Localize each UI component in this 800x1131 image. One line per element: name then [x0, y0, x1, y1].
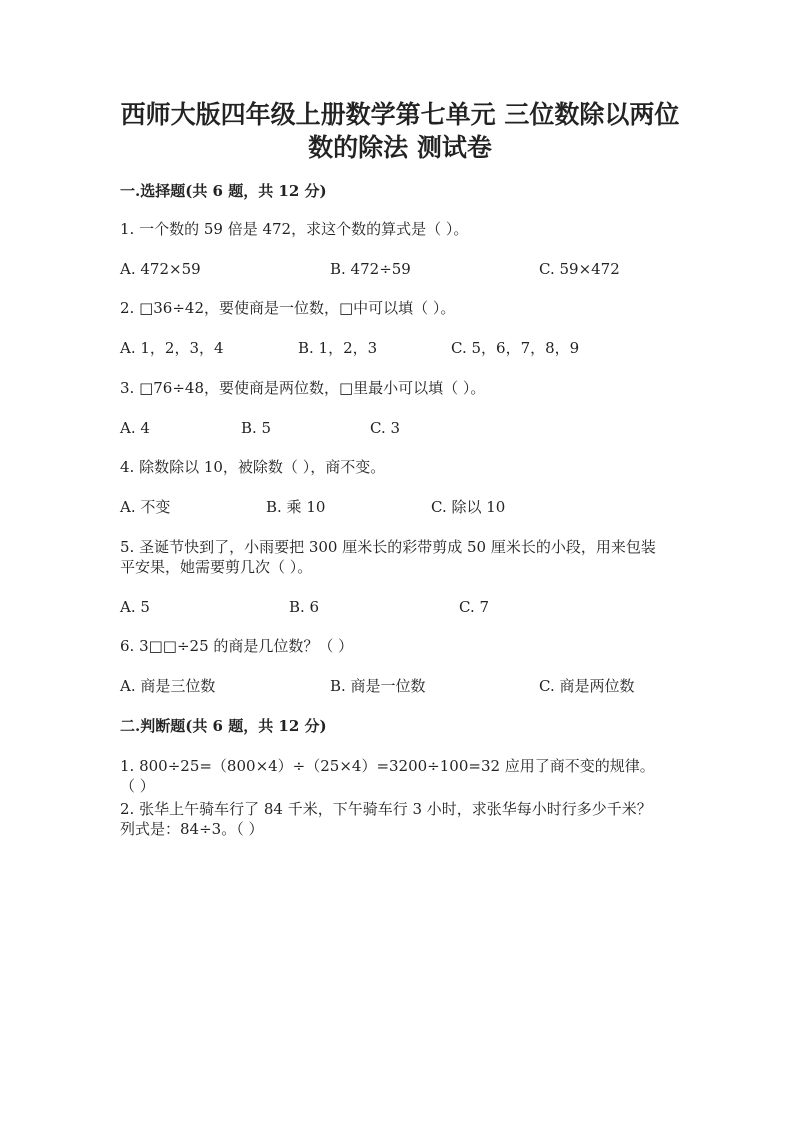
question-5-option-b: B. 6	[289, 598, 320, 616]
question-5-option-a: A. 5	[120, 598, 150, 616]
page-title-line-1: 西师大版四年级上册数学第七单元 三位数除以两位	[120, 100, 680, 129]
question-6-option-a: A. 商是三位数	[120, 677, 216, 695]
question-2-option-b: B. 1，2，3	[298, 339, 378, 357]
question-6-text: 6. 3□□÷25 的商是几位数？（ ）	[120, 637, 354, 655]
question-6-option-c: C. 商是两位数	[539, 677, 635, 695]
question-3-option-c: C. 3	[370, 419, 401, 437]
page-title-line-2: 数的除法 测试卷	[308, 133, 492, 162]
question-2-text: 2. □36÷42，要使商是一位数，□中可以填（ ）。	[120, 299, 456, 317]
tf-question-1-line-2: （ ）	[120, 777, 155, 795]
section-heading-true-false: 二.判断题(共 6 题，共 12 分)	[120, 717, 327, 735]
question-4-option-a: A. 不变	[120, 498, 171, 516]
question-1-option-a: A. 472×59	[120, 260, 201, 278]
question-2-option-c: C. 5，6，7，8，9	[451, 339, 580, 357]
tf-question-1-line-1: 1. 800÷25=（800×4）÷（25×4）=3200÷100=32 应用了商不变的规律。	[120, 757, 655, 775]
question-1-option-b: B. 472÷59	[330, 260, 411, 278]
question-6-option-b: B. 商是一位数	[330, 677, 426, 695]
question-1-option-c: C. 59×472	[539, 260, 620, 278]
question-3-option-b: B. 5	[241, 419, 272, 437]
question-5-text-line-2: 平安果，她需要剪几次（ ）。	[120, 558, 313, 576]
question-3-text: 3. □76÷48，要使商是两位数，□里最小可以填（ ）。	[120, 379, 486, 397]
question-3-option-a: A. 4	[120, 419, 150, 437]
question-1-text: 1. 一个数的 59 倍是 472，求这个数的算式是（ ）。	[120, 220, 469, 238]
question-5-text-line-1: 5. 圣诞节快到了，小雨要把 300 厘米长的彩带剪成 50 厘米长的小段，用来包装	[120, 538, 656, 556]
question-2-option-a: A. 1，2，3，4	[120, 339, 224, 357]
question-4-text: 4. 除数除以 10，被除数（ ），商不变。	[120, 458, 386, 476]
tf-question-2-line-2: 列式是：84÷3。（ ）	[120, 820, 264, 838]
question-5-option-c: C. 7	[459, 598, 490, 616]
question-4-option-b: B. 乘 10	[266, 498, 326, 516]
tf-question-2-line-1: 2. 张华上午骑车行了 84 千米，下午骑车行 3 小时，求张华每小时行多少千米？	[120, 800, 652, 818]
section-heading-choice: 一.选择题(共 6 题，共 12 分)	[120, 182, 327, 200]
question-4-option-c: C. 除以 10	[431, 498, 506, 516]
